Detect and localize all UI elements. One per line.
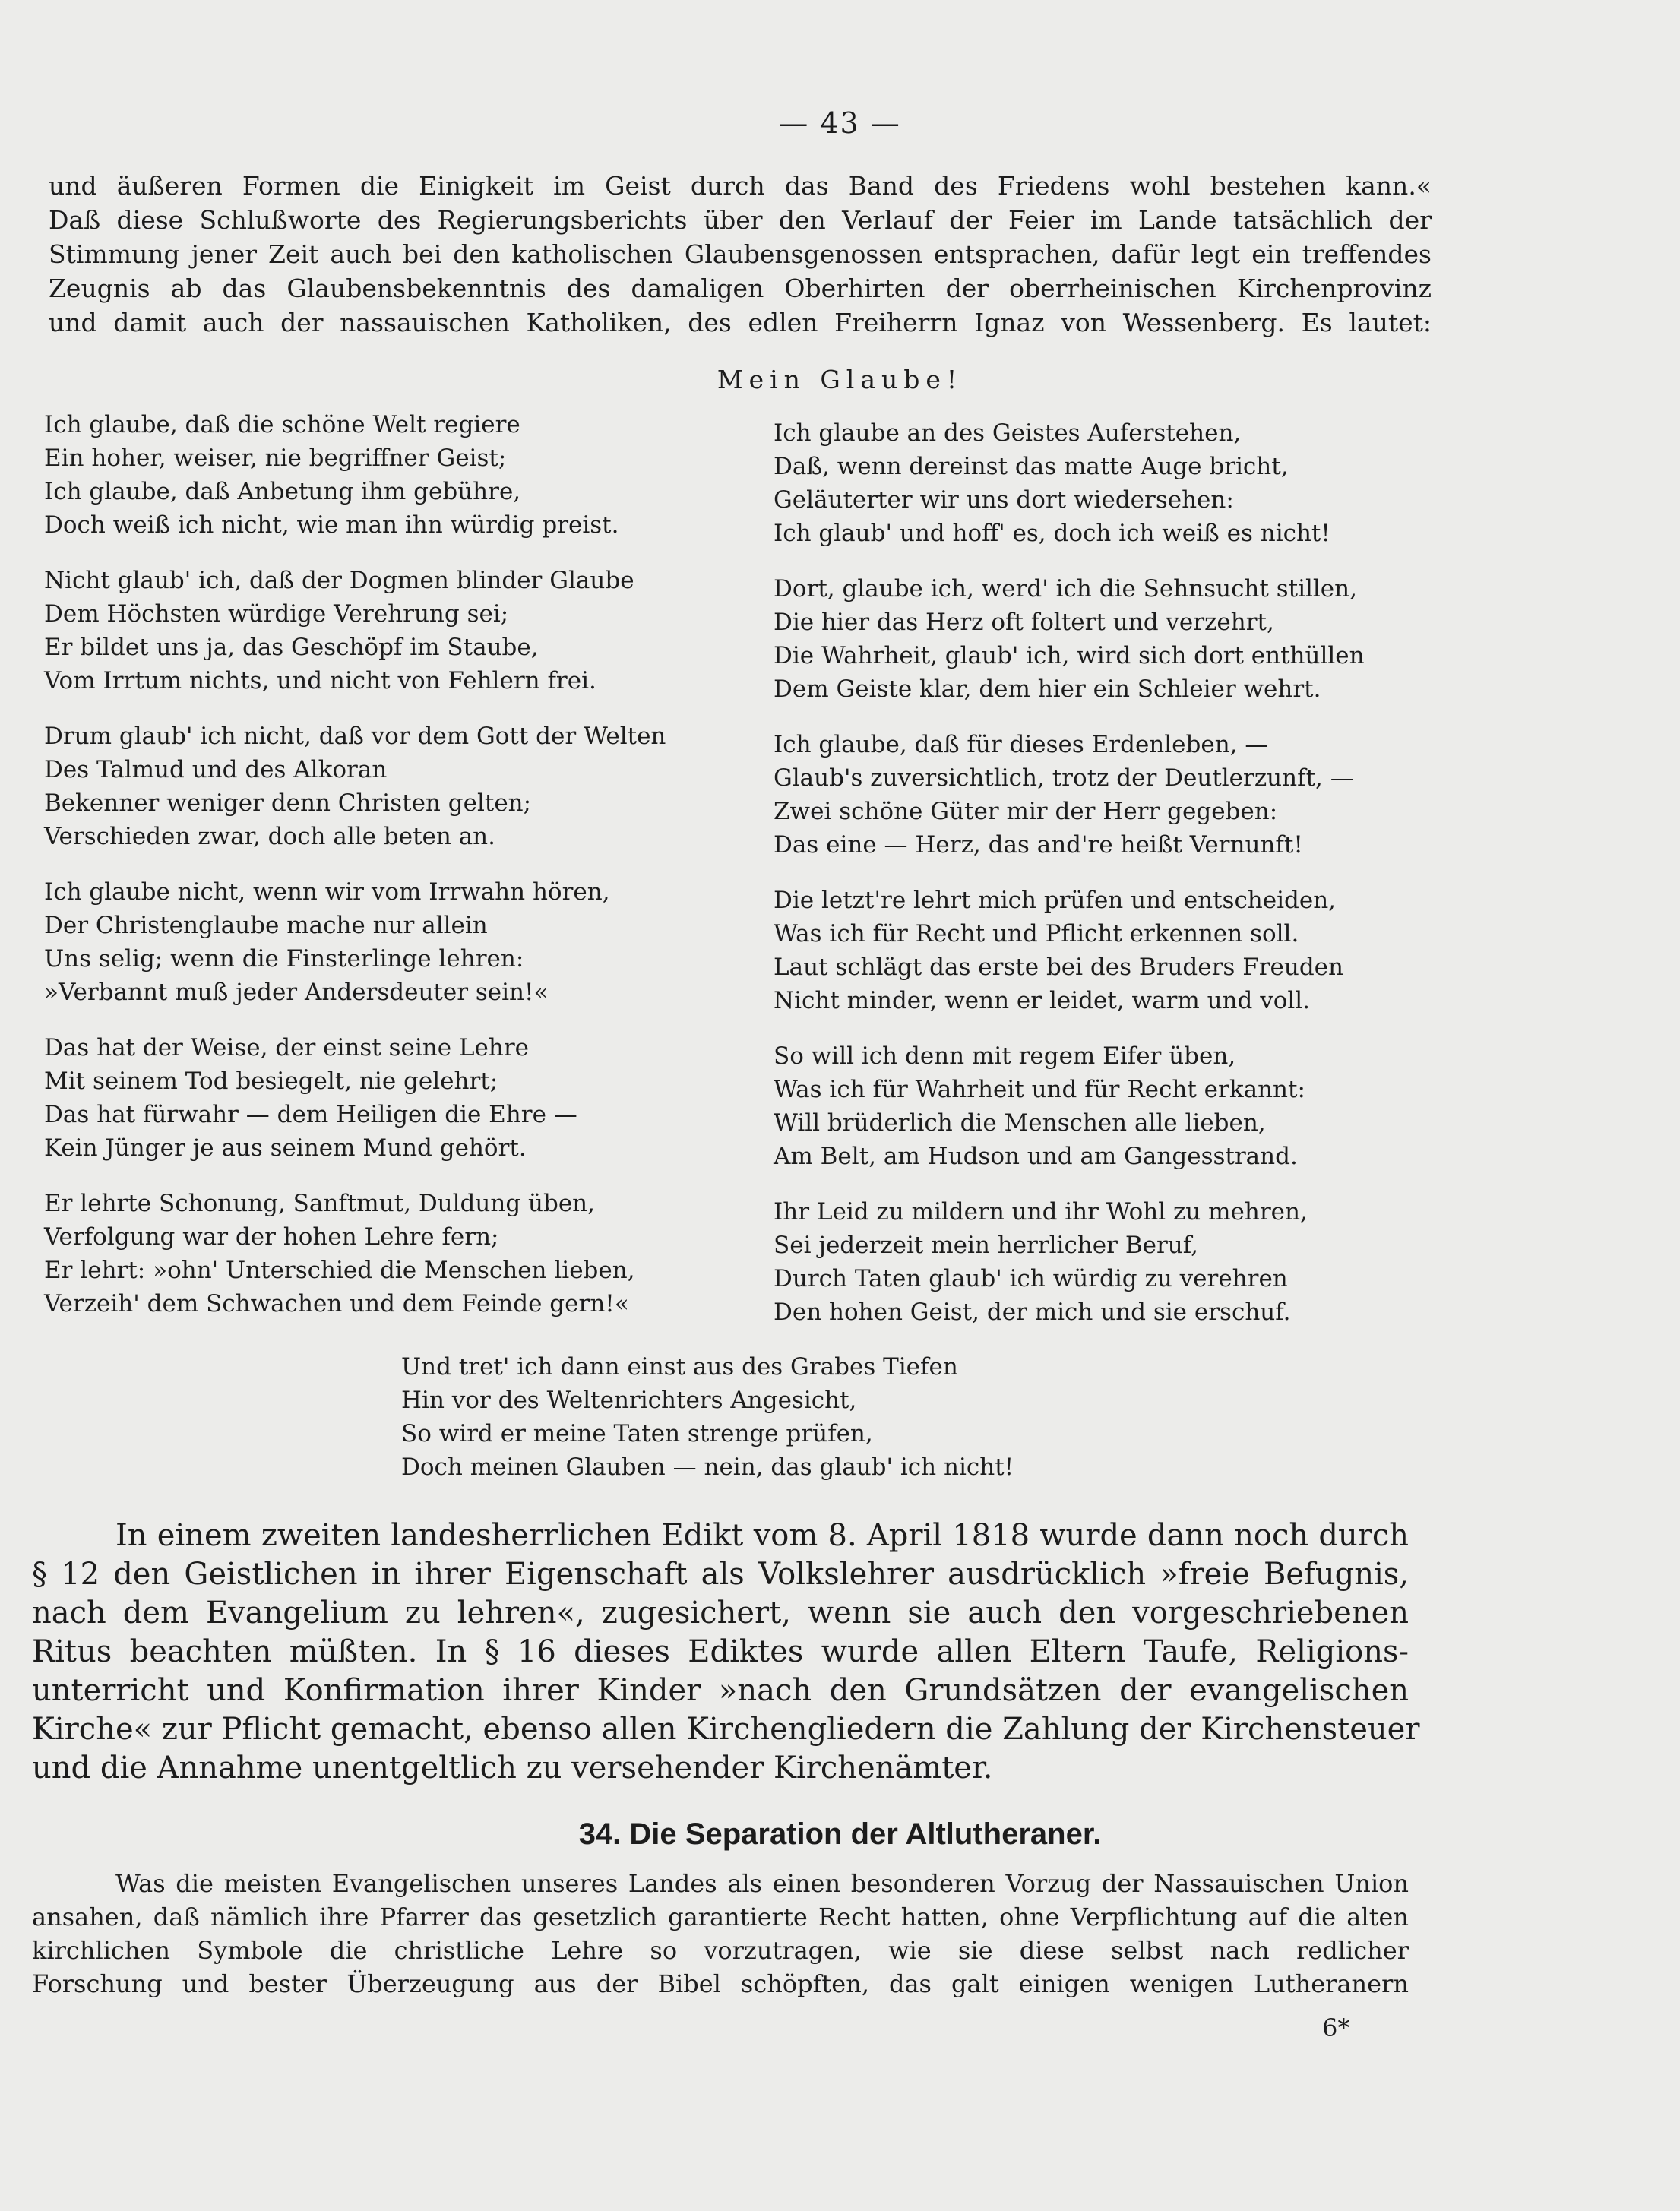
verse-line: Ich glaube, daß für dieses Erdenleben, — [774,731,1269,758]
text-line: und damit auch der nassauischen Katholiken, des edlen Freiherrn Ignaz von Wessenberg. Es lautet: [49,308,1432,337]
verse-line: Doch weiß ich nicht, wie man ihn würdig preist. [44,511,619,539]
verse-line: Dem Höchsten würdige Verehrung sei; [44,600,509,628]
verse-line: Nicht minder, wenn er leidet, warm und voll. [774,987,1311,1014]
verse-line: Dem Geiste klar, dem hier ein Schleier wehrt. [774,675,1321,703]
verse-line: Der Christenglaube mache nur allein [44,912,488,939]
text-line: kirchlichen Symbole die christliche Lehre so vorzutragen, wie sie diese selbst nach redlicher [32,1936,1409,1965]
stanza [774,1195,1457,1329]
stanza [44,408,728,542]
verse-line: Ich glaube, daß die schöne Welt regiere [44,411,520,438]
poem-right-column [774,416,1457,1351]
verse-line: Das hat der Weise, der einst seine Lehre [44,1034,529,1061]
verse-line: Er lehrte Schonung, Sanftmut, Duldung üben, [44,1190,596,1217]
verse-line: So will ich denn mit regem Eifer üben, [774,1042,1236,1070]
stanza [44,564,728,697]
verse-line: Zwei schöne Güter mir der Herr gegeben: [774,798,1278,825]
page-number: — 43 — [779,106,901,140]
verse-line: Bekenner weniger denn Christen gelten; [44,789,532,817]
text-line: unterricht und Konfirmation ihrer Kinder »nach den Grundsätzen der evangelischen [32,1673,1409,1708]
verse-line: Die letzt're lehrt mich prüfen und entscheiden, [774,887,1337,914]
stanza [774,728,1457,862]
text-line: Zeugnis ab das Glaubensbekenntnis des damaligen Oberhirten der oberrheinischen Kirchenprovinz [49,274,1432,303]
verse-line: Er bildet uns ja, das Geschöpf im Staube, [44,634,539,661]
text-line: Forschung und bester Überzeugung aus der Bibel schöpften, das galt einigen wenigen Lutheranern [32,1969,1409,1998]
text-line: ansahen, daß nämlich ihre Pfarrer das gesetzlich garantierte Recht hatten, ohne Verpflichtung auf die alten [32,1903,1409,1931]
verse-line: Sei jederzeit mein herrlicher Beruf, [774,1232,1198,1259]
text-line: Stimmung jener Zeit auch bei den katholischen Glaubensgenossen entsprachen, dafür legt ein treffendes [49,239,1432,269]
text-line: Kirche« zur Pflicht gemacht, ebenso allen Kirchengliedern die Zahlung der Kirchensteuer [32,1712,1420,1747]
verse-line: Uns selig; wenn die Finsterlinge lehren: [44,945,524,973]
stanza [774,572,1457,706]
verse-line: Geläuterter wir uns dort wiedersehen: [774,486,1234,514]
verse-line: Ich glaube, daß Anbetung ihm gebühre, [44,478,521,505]
poem-left-column [44,408,728,1343]
verse-line: Ich glaube an des Geistes Auferstehen, [774,419,1242,447]
verse-line: Hin vor des Weltenrichters Angesicht, [401,1387,857,1414]
edict-paragraph [32,1517,1420,1788]
verse-line: Kein Jünger je aus seinem Mund gehört. [44,1134,527,1162]
verse-line: Am Belt, am Hudson und am Gangesstrand. [774,1143,1298,1170]
verse-line: Mit seinem Tod besiegelt, nie gelehrt; [44,1068,498,1095]
verse-line: Verfolgung war der hohen Lehre fern; [44,1223,499,1251]
section-paragraph [32,1867,1409,2001]
verse-line: Ein hoher, weiser, nie begriffner Geist; [44,444,507,472]
verse-line: So wird er meine Taten strenge prüfen, [401,1420,873,1447]
verse-line: Ich glaube nicht, wenn wir vom Irrwahn hören, [44,878,610,906]
stanza [774,884,1457,1017]
text-line: nach dem Evangelium zu lehren«, zugesichert, wenn sie auch den vorgeschriebenen [32,1596,1409,1631]
verse-line: Des Talmud und des Alkoran [44,756,388,783]
text-line: § 12 den Geistlichen in ihrer Eigenschaft als Volkslehrer ausdrücklich »freie Befugnis, [32,1557,1409,1592]
stanza [44,720,728,853]
verse-line: Laut schlägt das erste bei des Bruders Freuden [774,954,1343,981]
text-line: und die Annahme unentgeltlich zu versehender Kirchenämter. [32,1751,993,1786]
verse-line: Das eine — Herz, das and're heißt Vernunft! [774,831,1303,859]
verse-line: Verzeih' dem Schwachen und dem Feinde gern!« [44,1290,629,1317]
verse-line: Will brüderlich die Menschen alle lieben, [774,1109,1266,1137]
verse-line: Die Wahrheit, glaub' ich, wird sich dort enthüllen [774,642,1365,669]
stanza [44,1187,728,1321]
section-heading: 34. Die Separation der Altlutheraner. [578,1817,1102,1851]
verse-line: Das hat fürwahr — dem Heiligen die Ehre — [44,1101,577,1128]
verse-line: Verschieden zwar, doch alle beten an. [44,823,495,850]
text-line: und äußeren Formen die Einigkeit im Geist durch das Band des Friedens wohl bestehen kann.« [49,171,1432,201]
poem-title: Mein Glaube! [717,365,963,394]
verse-line: Er lehrt: »ohn' Unterschied die Menschen lieben, [44,1257,635,1284]
stanza [774,416,1457,550]
verse-line: Die hier das Herz oft foltert und verzehrt, [774,609,1274,636]
verse-line: Nicht glaub' ich, daß der Dogmen blinder Glaube [44,567,634,594]
verse-line: Was ich für Wahrheit und für Recht erkannt: [774,1076,1305,1103]
verse-line: Ich glaub' und hoff' es, doch ich weiß es nicht! [774,520,1330,547]
text-line: Ritus beachten müßten. In § 16 dieses Ediktes wurde allen Eltern Taufe, Religions- [32,1634,1409,1669]
text-line: In einem zweiten landesherrlichen Edikt vom 8. April 1818 wurde dann noch durch [115,1518,1409,1553]
signature-mark: 6* [1322,2013,1350,2042]
verse-line: Durch Taten glaub' ich würdig zu verehren [774,1265,1288,1292]
verse-line: Vom Irrtum nichts, und nicht von Fehlern frei. [44,667,596,694]
verse-line: Doch meinen Glauben — nein, das glaub' ich nicht! [401,1453,1014,1481]
intro-paragraph [49,169,1432,340]
verse-line: Drum glaub' ich nicht, daß vor dem Gott der Welten [44,723,666,750]
verse-line: Den hohen Geist, der mich und sie erschuf. [774,1298,1291,1326]
verse-line: Was ich für Recht und Pflicht erkennen soll. [774,920,1299,947]
verse-line: Dort, glaube ich, werd' ich die Sehnsucht stillen, [774,575,1357,603]
verse-line: Ihr Leid zu mildern und ihr Wohl zu mehren, [774,1198,1308,1226]
verse-line: Glaub's zuversichtlich, trotz der Deutlerzunft, — [774,764,1354,792]
text-line: Daß diese Schlußworte des Regierungsberichts über den Verlauf der Feier im Lande tatsächlich der [49,205,1432,235]
verse-line: »Verbannt muß jeder Andersdeuter sein!« [44,979,549,1006]
stanza [774,1039,1457,1173]
text-line: Was die meisten Evangelischen unseres Landes als einen besonderen Vorzug der Nassauischen Union [115,1869,1409,1898]
verse-line: Daß, wenn dereinst das matte Auge bricht, [774,453,1289,480]
stanza [44,1031,728,1165]
stanza [44,875,728,1009]
final-stanza [401,1350,1014,1484]
verse-line: Und tret' ich dann einst aus des Grabes Tiefen [401,1353,958,1381]
